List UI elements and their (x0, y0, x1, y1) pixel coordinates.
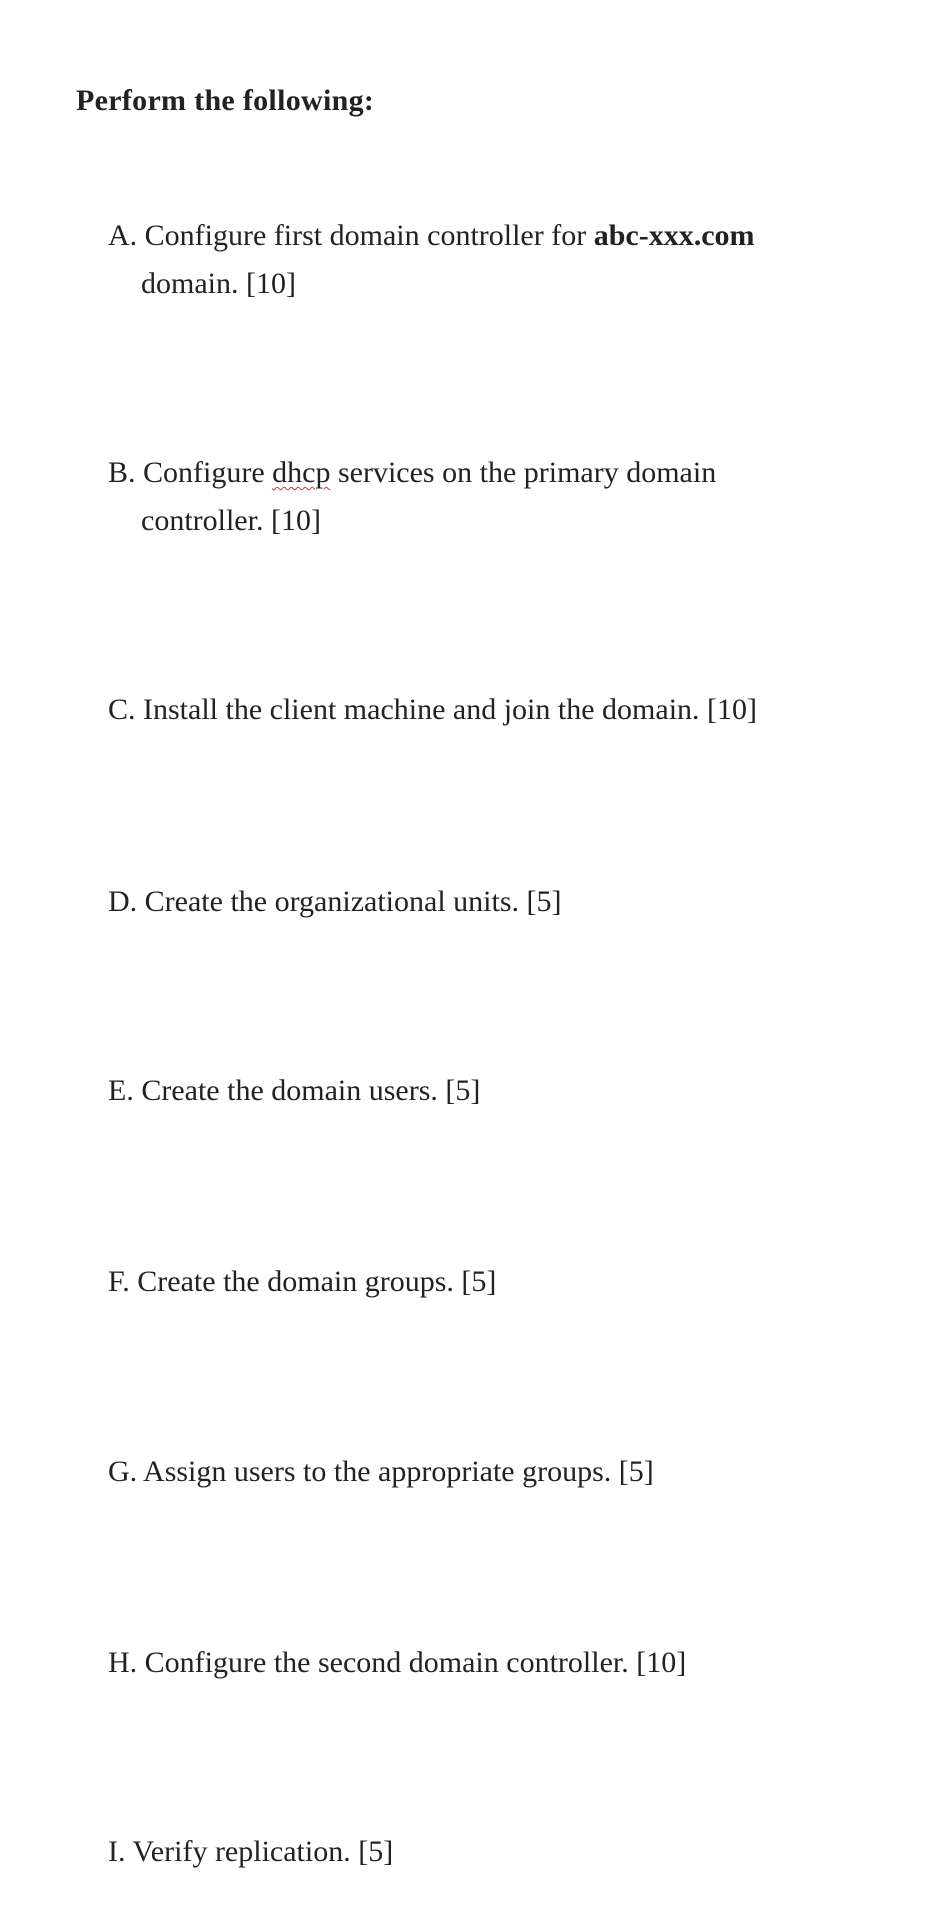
task-item-c (108, 686, 928, 734)
item-letter: H. (108, 1646, 138, 1679)
task-item-g (108, 1448, 928, 1496)
domain-name: abc-xxx.com (593, 219, 755, 252)
item-text-continued: domain. [10] (141, 267, 296, 300)
item-text: Configure first domain controller for (144, 219, 594, 252)
page-heading: Perform the following: (76, 84, 375, 117)
item-text: services on the primary domain (330, 456, 717, 489)
item-text: Configure (143, 456, 273, 489)
item-letter: B. (108, 456, 136, 489)
item-letter: C. (108, 693, 136, 726)
item-text: Install the client machine and join the domain. [10] (143, 693, 758, 726)
item-text-continued: controller. [10] (141, 504, 321, 537)
item-letter: D. (108, 885, 138, 918)
misspelled-word: dhcp (272, 456, 331, 489)
task-item-e (108, 1067, 928, 1115)
item-text: Create the organizational units. [5] (144, 885, 562, 918)
task-item-f (108, 1258, 928, 1306)
item-text: Create the domain groups. [5] (137, 1265, 497, 1298)
item-letter: F. (108, 1265, 130, 1298)
item-text: Verify replication. [5] (132, 1835, 394, 1868)
item-text: Assign users to the appropriate groups. [5] (143, 1455, 654, 1488)
item-letter: E. (108, 1074, 134, 1107)
task-item-i (108, 1828, 928, 1876)
item-letter: I. (108, 1835, 126, 1868)
task-item-a (108, 212, 928, 308)
task-item-b (108, 449, 928, 545)
task-item-d (108, 878, 928, 926)
item-text: Configure the second domain controller. [10] (144, 1646, 687, 1679)
task-item-h (108, 1639, 928, 1687)
item-letter: G. (108, 1455, 138, 1488)
item-text: Create the domain users. [5] (141, 1074, 481, 1107)
item-letter: A. (108, 219, 138, 252)
